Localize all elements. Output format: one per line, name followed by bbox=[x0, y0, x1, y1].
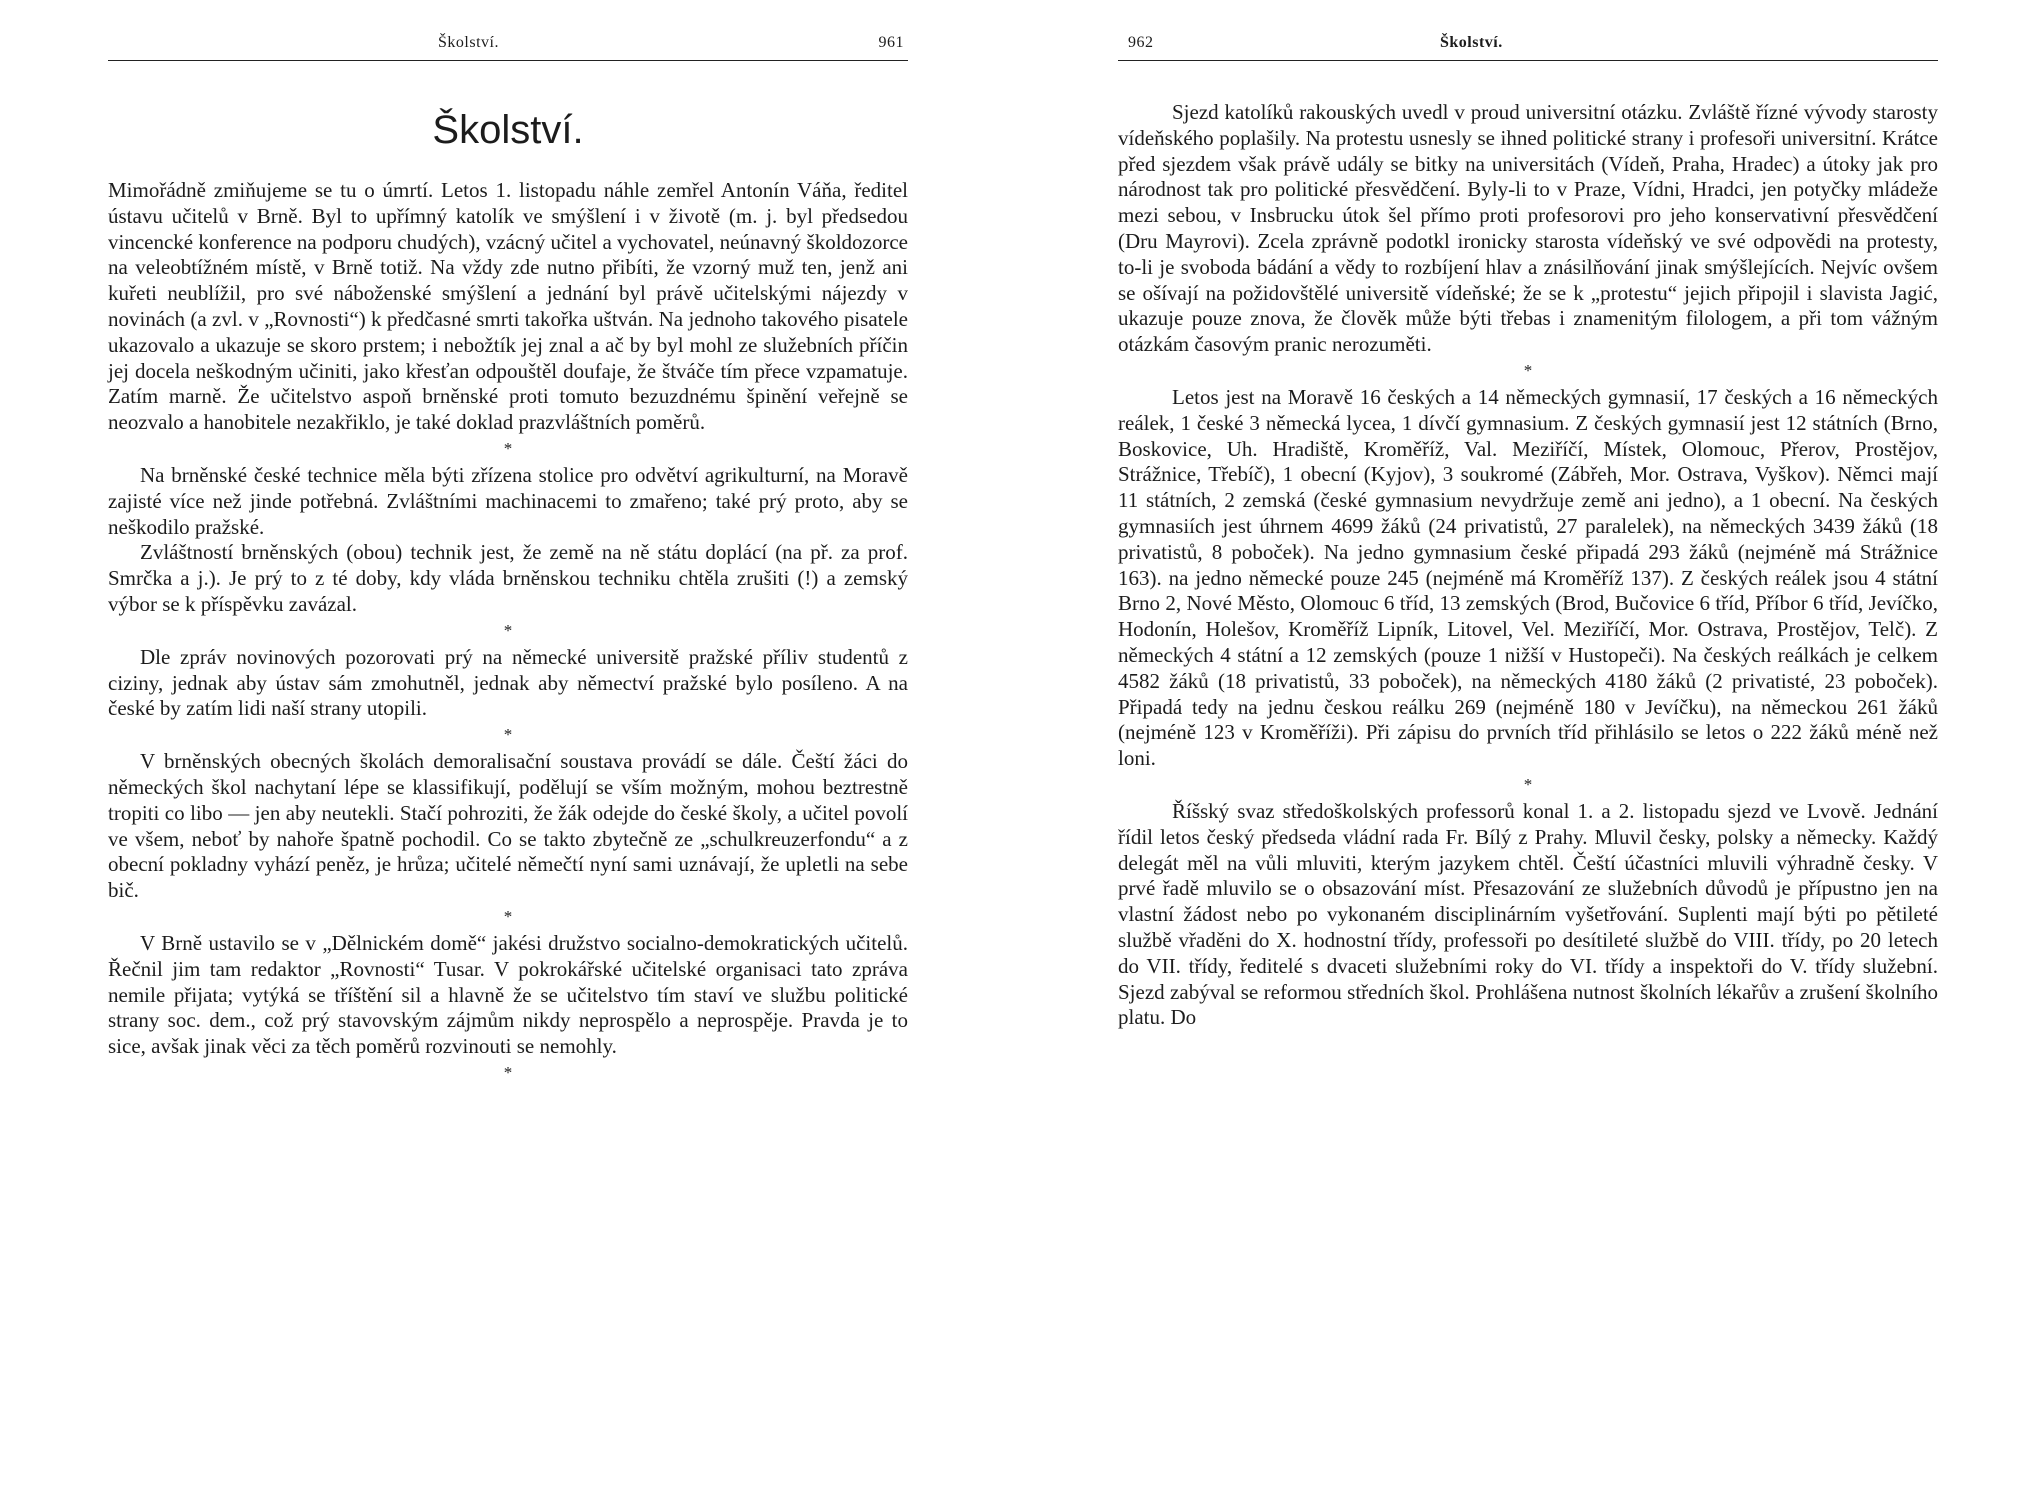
running-head bbox=[108, 34, 908, 60]
header-rule bbox=[108, 60, 908, 61]
page-number: 962 bbox=[1128, 34, 1154, 51]
paragraph: Mimořádně zmiňujeme se tu o úmrtí. Letos 1. listopadu náhle zemřel Antonín Váňa, ředitel ústavu učitelů v Brně. Byl to upřímný katolík ve smýšlení i v životě (m. j. byl předsedou vincencké konference na podporu chudých), vzácný učitel a vychovatel, neúnavný školdozorce na veleobtížném místě, v Brně totiž. Na vždy zde nutno přibíti, že vzorný muž ten, jenž ani kuřeti neublížil, pro své náboženské smýšlení a jednání byl právě učitelskými nájezdy v novinách (a zvl. v „Rovnosti“) k předčasné smrti takořka uštván. Na jednoho takového pisatele ukazovalo a ukazuje se skoro prstem; i nebožtík jej znal a ač by byl mohl ze služebních příčin jej docela neškodným učiniti, jako křesťan odpouštěl doufaje, že štváče tím přece vzpamatuje. Zatím marně. Že učitelstvo aspoň brněnské proti tomuto bezuzdnému špinění veřejně se neozvalo a hanobitele nezakřiklo, je také doklad prazvláštních poměrů. bbox=[108, 178, 908, 435]
running-head-title: Školství. bbox=[438, 34, 499, 51]
running-head bbox=[1118, 34, 1938, 60]
section-separator: * bbox=[503, 620, 513, 640]
section-separator: * bbox=[503, 906, 513, 926]
paragraph: Dle zpráv novinových pozorovati prý na německé universitě pražské příliv studentů z ciziny, jednak aby ústav sám zmohutněl, jednak aby němectví pražské bylo posíleno. A na české by zatím lidi naší strany utopili. bbox=[108, 644, 908, 721]
section-separator: * bbox=[1523, 774, 1533, 794]
text-column bbox=[108, 178, 908, 1087]
header-rule bbox=[1118, 60, 1938, 61]
chapter-title: Školství. bbox=[432, 108, 584, 152]
section-separator: * bbox=[1523, 360, 1533, 380]
left-page bbox=[108, 0, 908, 1500]
paragraph: Letos jest na Moravě 16 českých a 14 německých gymnasií, 17 českých a 16 německých reálek, 1 české 3 německá lycea, 1 dívčí gymnasium. Z českých gymnasií jest 12 státních (Brno, Boskovice, Uh. Hradiště, Kroměříž, Val. Meziříčí, Místek, Olomouc, Přerov, Prostějov, Strážnice, Třebíč), 1 obecní (Kyjov), 3 soukromé (Zábřeh, Mor. Ostrava, Vyškov). Němci mají 11 státních, 2 zemská (české gymnasium nevydržuje země ani jedno), a 1 obecní. Na českých gymnasiích jest úhrnem 4699 žáků (24 privatistů, 27 paralelek), na německých 3439 žáků (18 privatistů, 8 poboček). Na jedno gymnasium české připadá 293 žáků (nejméně má Strážnice 163). na jedno německé pouze 245 (nejméně má Kroměříž 137). Z českých reálek jsou 4 státní Brno 2, Nové Město, Olomouc 6 tříd, 13 zemských (Brod, Bučovice 6 tříd, Příbor 6 tříd, Jevíčko, Hodonín, Holešov, Kroměříž Lipník, Litovel, Vel. Meziříčí, Mor. Ostrava, Prostějov, Telč). Z německých 4 státní a 12 zemských (pouze 1 nižší v Hustopeči). Na českých reálkách je celkem 4582 žáků (18 privatistů, 33 poboček), na německých 4180 žáků (2 privatisté, 23 poboček). Připadá tedy na jednu českou reálku 269 (nejméně 180 v Jevíčku), na německou 261 žáků (nejméně 123 v Kroměříži). Při zápisu do prvních tříd přihlásilo se letos o 222 žáků méně než loni. bbox=[1118, 384, 1938, 771]
paragraph: Zvláštností brněnských (obou) technik jest, že země na ně státu doplácí (na př. za prof. Smrčka a j.). Je prý to z té doby, kdy vláda brněnskou techniku chtěla zrušiti (!) a zemský výbor se k příspěvku zavázal. bbox=[108, 540, 908, 616]
section-separator: * bbox=[503, 1062, 513, 1082]
paragraph: Sjezd katolíků rakouských uvedl v proud universitní otázku. Zvláště řízné vývody starosty vídeňského poplašily. Na protestu usnesly se ihned politické strany i profesoři universitní. Krátce před sjezdem však právě udály se bitky na universitách (Vídeň, Praha, Hradec) a útoky jak pro národnost tak pro politické přesvědčení. Byly-li to v Praze, Vídni, Hradci, jen potyčky mládeže mezi sebou, v Insbrucku útok šel přímo proti profesorovi pro jeho konservativní přesvědčení (Dru Mayrovi). Zcela zprávně podotkl ironicky starosta vídeňský ve své odpovědi na protesty, to-li je svoboda bádání a vědy to rozbíjení hlav a znásilňování jinak smýšlejících. Nejvíc ovšem se ošívají na požidovštělé universitě vídeňské; že se k „protestu“ jejich připojil i slavista Jagić, ukazuje pouze znova, že člověk může býti třebas i znamenitým filologem, a při tom vážným otázkám časovým pranic nerozuměti. bbox=[1118, 100, 1938, 357]
running-head-title: Školství. bbox=[1440, 34, 1503, 51]
right-page bbox=[1118, 0, 1938, 1500]
paragraph: V Brně ustavilo se v „Dělnickém domě“ jakési družstvo socialno-demokratických učitelů. Řečnil jim tam redaktor „Rovnosti“ Tusar. V pokrokářské učitelské organisaci tato zpráva nemile přijata; vytýká se tříštění sil a hlavně že se učitelstvo tím staví ve službu politické strany soc. dem., což prý stavovským zájmům nikdy neprospělo a neprospěje. Pravda je to sice, avšak jinak věci za těch poměrů rozvinouti se nemohly. bbox=[108, 930, 908, 1059]
paragraph: Na brněnské české technice měla býti zřízena stolice pro odvětví agrikulturní, na Moravě zajisté více než jinde potřebná. Zvláštními machinacemi to zmařeno; také prý proto, aby se neškodilo pražské. bbox=[108, 462, 908, 539]
page-number: 961 bbox=[878, 34, 904, 51]
section-separator: * bbox=[503, 438, 513, 458]
section-separator: * bbox=[503, 725, 513, 745]
text-column bbox=[1118, 100, 1938, 1031]
paragraph: Říšský svaz středoškolských professorů konal 1. a 2. listopadu sjezd ve Lvově. Jednání řídil letos český předseda vládní rada Fr. Bílý z Prahy. Mluvil česky, polsky a německy. Každý delegát měl na vůli mluviti, kterým jazykem chtěl. Čeští účastníci mluvili výhradně česky. V prvé řadě mluvilo se o obsazování míst. Přesazování ze služebních důvodů je přípustno jen na vlastní žádost nebo po vykonaném disciplinárním vyšetřování. Suplenti mají býti po pětileté službě vřaděni do X. hodnostní třídy, professoři po desítileté službě do VIII. třídy, po 20 letech do VII. třídy, ředitelé s dvaceti služebními roky do VI. třídy a inspektoři do V. třídy služební. Sjezd zabýval se reformou středních škol. Prohlášena nutnost školních lékařův a zrušení školního platu. Do bbox=[1118, 798, 1938, 1030]
paragraph: V brněnských obecných školách demoralisační soustava provádí se dále. Čeští žáci do německých škol nachytaní lépe se klassifikují, podělují se vším možným, mohou beztrestně tropiti co libo — jen aby neutekli. Stačí pohroziti, že žák odejde do české školy, a učitel povolí ve všem, neboť by nahoře špatně pochodil. Co se takto zbytečně ze „schulkreuzerfondu“ a z obecní pokladny vyhází peněz, je hrůza; učitelé němečtí nyní sami uznávají, že upletli na sebe bič. bbox=[108, 749, 908, 903]
